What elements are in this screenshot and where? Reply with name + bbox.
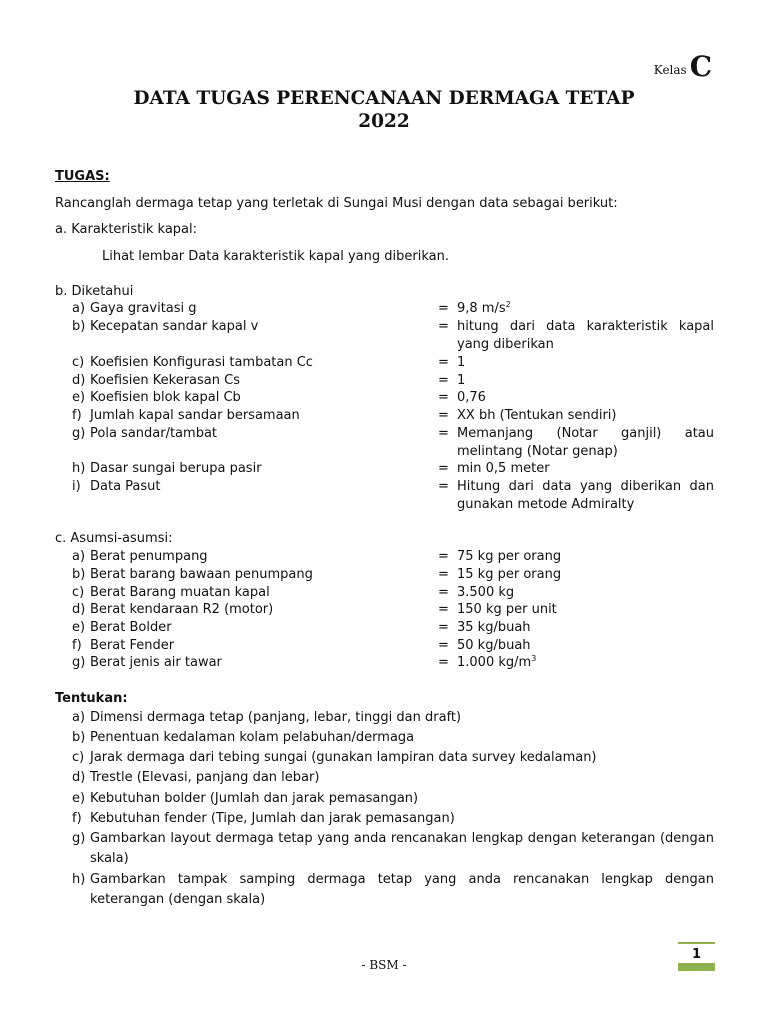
item-text: Berat kendaraan R2 (motor) bbox=[90, 602, 274, 617]
item-value-text: 0,76 bbox=[457, 390, 486, 405]
item-value bbox=[457, 389, 714, 407]
item-text: Kecepatan sandar kapal v bbox=[90, 319, 259, 334]
item-text: Penentuan kedalaman kolam pelabuhan/dermaga bbox=[90, 730, 415, 745]
item-label: a) bbox=[72, 710, 86, 725]
kelas-label-text: Kelas bbox=[653, 63, 687, 77]
equals-sign: = bbox=[438, 655, 449, 670]
equals-sign: = bbox=[438, 461, 449, 476]
item-label: c) bbox=[72, 750, 85, 765]
equals-sign: = bbox=[438, 301, 449, 316]
item-value bbox=[457, 300, 714, 318]
item-value-superscript: 3 bbox=[531, 654, 537, 663]
equals-sign: = bbox=[438, 479, 449, 494]
section-a-heading: a. Karakteristik kapal: bbox=[55, 222, 198, 237]
equals-sign: = bbox=[438, 549, 449, 564]
item-value-text: 150 kg per unit bbox=[457, 602, 557, 617]
equals-sign: = bbox=[438, 390, 449, 405]
item-value-superscript: 2 bbox=[505, 300, 511, 309]
equals-sign: = bbox=[438, 620, 449, 635]
item-text: Pola sandar/tambat bbox=[90, 426, 218, 441]
equals-sign: = bbox=[438, 408, 449, 423]
item-value bbox=[457, 354, 714, 372]
item-label: c) bbox=[72, 355, 85, 370]
item-label: g) bbox=[72, 831, 86, 846]
tugas-heading: TUGAS: bbox=[55, 169, 110, 184]
item-value-text: 3.500 kg bbox=[457, 585, 515, 600]
item-value-text: Hitung dari data yang diberikan dan gunakan metode Admiralty bbox=[457, 479, 714, 512]
tentukan-heading: Tentukan: bbox=[55, 691, 128, 706]
item-value-text: 75 kg per orang bbox=[457, 549, 562, 564]
item-label: a) bbox=[72, 549, 86, 564]
section-a-text: Lihat lembar Data karakteristik kapal yang diberikan. bbox=[102, 249, 449, 264]
item-text: Gaya gravitasi g bbox=[90, 301, 197, 316]
item-text: Dimensi dermaga tetap (panjang, lebar, tinggi dan draft) bbox=[90, 710, 462, 725]
item-label: b) bbox=[72, 319, 86, 334]
page-number-bar bbox=[678, 963, 715, 971]
item-value-text: 1 bbox=[457, 373, 466, 388]
item-label: h) bbox=[72, 872, 86, 887]
item-label: b) bbox=[72, 567, 86, 582]
item-value bbox=[457, 460, 714, 478]
item-label: i) bbox=[72, 479, 81, 494]
kelas-label bbox=[654, 50, 712, 83]
item-text: Berat Barang muatan kapal bbox=[90, 585, 270, 600]
item-text: Jarak dermaga dari tebing sungai (gunakan lampiran data survey kedalaman) bbox=[90, 750, 597, 765]
item-text: Koefisien Kekerasan Cs bbox=[90, 373, 240, 388]
item-value-text: 15 kg per orang bbox=[457, 567, 562, 582]
item-text: Berat penumpang bbox=[90, 549, 208, 564]
item-value bbox=[457, 584, 714, 602]
item-value bbox=[457, 548, 714, 566]
section-c-heading: c. Asumsi-asumsi: bbox=[55, 531, 173, 546]
item-label: c) bbox=[72, 585, 85, 600]
item-text: Trestle (Elevasi, panjang dan lebar) bbox=[90, 770, 320, 785]
item-text: Gambarkan tampak samping dermaga tetap yang anda rencanakan lengkap dengan keterangan (dengan skala) bbox=[90, 872, 714, 907]
item-label: f) bbox=[72, 638, 82, 653]
item-label: h) bbox=[72, 461, 86, 476]
item-label: d) bbox=[72, 373, 86, 388]
item-value-text: 35 kg/buah bbox=[457, 620, 531, 635]
document-title: DATA TUGAS PERENCANAAN DERMAGA TETAP bbox=[133, 88, 635, 109]
item-value bbox=[457, 425, 714, 461]
equals-sign: = bbox=[438, 373, 449, 388]
item-text: Kebutuhan fender (Tipe, Jumlah dan jarak pemasangan) bbox=[90, 811, 455, 826]
item-label: b) bbox=[72, 730, 86, 745]
item-label: g) bbox=[72, 655, 86, 670]
item-value-text: 9,8 m/s bbox=[457, 301, 506, 316]
item-value-text: XX bh (Tentukan sendiri) bbox=[457, 408, 617, 423]
item-value bbox=[457, 372, 714, 390]
item-value bbox=[457, 318, 714, 354]
item-value bbox=[457, 407, 714, 425]
item-value bbox=[457, 654, 714, 672]
equals-sign: = bbox=[438, 319, 449, 334]
item-value bbox=[457, 637, 714, 655]
page-number-box bbox=[678, 942, 715, 970]
item-label: g) bbox=[72, 426, 86, 441]
item-value bbox=[457, 619, 714, 637]
page-number-top-line bbox=[678, 942, 715, 944]
item-label: d) bbox=[72, 770, 86, 785]
item-label: f) bbox=[72, 811, 82, 826]
equals-sign: = bbox=[438, 638, 449, 653]
item-text: Kebutuhan bolder (Jumlah dan jarak pemasangan) bbox=[90, 791, 419, 806]
item-value bbox=[457, 566, 714, 584]
item-text: Koefisien blok kapal Cb bbox=[90, 390, 241, 405]
item-text: Berat Fender bbox=[90, 638, 175, 653]
item-label: f) bbox=[72, 408, 82, 423]
item-label: e) bbox=[72, 791, 86, 806]
footer-text: - BSM - bbox=[361, 958, 407, 972]
equals-sign: = bbox=[438, 567, 449, 582]
item-label: e) bbox=[72, 620, 86, 635]
equals-sign: = bbox=[438, 602, 449, 617]
item-text: Koefisien Konfigurasi tambatan Cc bbox=[90, 355, 313, 370]
item-text: Dasar sungai berupa pasir bbox=[90, 461, 262, 476]
item-label: a) bbox=[72, 301, 86, 316]
intro-paragraph: Rancanglah dermaga tetap yang terletak di Sungai Musi dengan data sebagai berikut: bbox=[55, 196, 618, 211]
item-value bbox=[457, 478, 714, 514]
item-text: Gambarkan layout dermaga tetap yang anda rencanakan lengkap dengan keterangan (dengan skala) bbox=[90, 831, 714, 866]
kelas-value: C bbox=[689, 50, 712, 83]
document-year: 2022 bbox=[358, 111, 410, 132]
item-value-text: hitung dari data karakteristik kapal yang diberikan bbox=[457, 319, 714, 352]
item-text: Berat Bolder bbox=[90, 620, 172, 635]
item-label: d) bbox=[72, 602, 86, 617]
item-value-text: min 0,5 meter bbox=[457, 461, 550, 476]
section-b-heading: b. Diketahui bbox=[55, 284, 134, 299]
page-number: 1 bbox=[691, 947, 702, 962]
item-value-text: Memanjang (Notar ganjil) atau melintang (Notar genap) bbox=[457, 426, 714, 459]
equals-sign: = bbox=[438, 585, 449, 600]
item-value-text: 1.000 kg/m bbox=[457, 655, 532, 670]
item-text: Berat barang bawaan penumpang bbox=[90, 567, 313, 582]
item-text: Jumlah kapal sandar bersamaan bbox=[90, 408, 300, 423]
item-value-text: 50 kg/buah bbox=[457, 638, 531, 653]
item-text: Berat jenis air tawar bbox=[90, 655, 222, 670]
item-label: e) bbox=[72, 390, 86, 405]
equals-sign: = bbox=[438, 355, 449, 370]
item-value bbox=[457, 601, 714, 619]
item-text: Data Pasut bbox=[90, 479, 161, 494]
item-value-text: 1 bbox=[457, 355, 466, 370]
equals-sign: = bbox=[438, 426, 449, 441]
